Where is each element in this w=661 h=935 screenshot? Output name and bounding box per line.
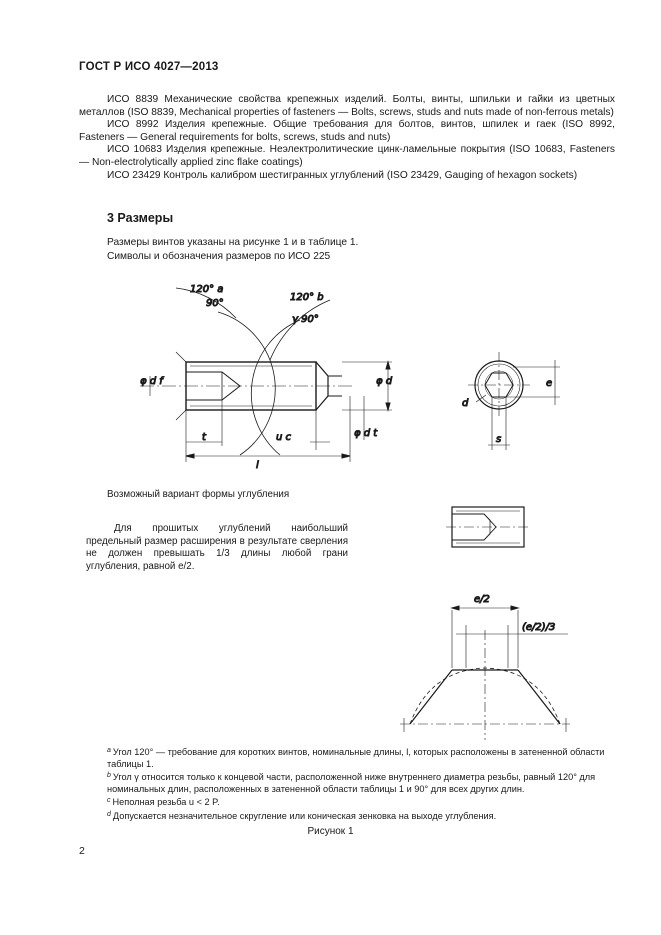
footnote-mark: a <box>107 747 111 754</box>
label-d: φ d <box>376 376 393 387</box>
document-header: ГОСТ Р ИСО 4027—2013 <box>79 61 219 73</box>
footnote <box>79 770 615 795</box>
footnote-text: Допускается незначительное скругление или коническая зенковка на выходе углубления. <box>112 810 497 821</box>
footnote <box>79 795 615 809</box>
label-angle-gamma: γ 90° <box>292 314 319 325</box>
label-e: e <box>546 378 553 389</box>
reference-item: ИСО 10683 Изделия крепежные. Нeэлектролитические цинк-ламельные покрытия (ISO 10683, Fasteners — Non-electrolytically applied zinc flake coatings) <box>79 144 615 168</box>
label-dt: φ d t <box>354 428 378 439</box>
footnote <box>79 809 615 823</box>
intro-line: Размеры винтов указаны на рисунке 1 и в таблице 1. <box>107 237 359 248</box>
label-s: s <box>496 434 502 445</box>
variant-caption: Возможный вариант формы углубления <box>107 489 290 500</box>
label-angle-90: 90° <box>206 298 224 309</box>
reference-item: ИСО 8839 Механические свойства крепежных изделий. Болты, винты, шпильки и гайки из цветных металлов (ISO 8839, Mechanical properties of fasteners — Bolts, screws, studs and nuts made of non-ferrous metals) <box>79 94 615 118</box>
footnote-mark: d <box>107 810 111 818</box>
screw-end-view <box>468 352 560 450</box>
note-text: Для прошитых углублений наибольший предельный размер расширения в результате сверления не должен превышать 1/3 длины любой грани углубления, равной e/2. <box>86 523 348 572</box>
label-e-third: (e/2)/3 <box>522 622 556 633</box>
label-angle-b: 120° b <box>290 292 324 303</box>
variant-view <box>446 507 530 547</box>
label-l: l <box>256 460 259 471</box>
figure-note <box>86 523 348 573</box>
label-d-note: d <box>462 398 469 409</box>
label-e-half: e/2 <box>474 594 490 605</box>
reference-item: ИСО 23429 Контроль калибром шестигранных углублений (ISO 23429, Gauging of hexagon sockets) <box>107 169 578 181</box>
label-df: φ d f <box>140 376 163 387</box>
label-t: t <box>202 432 206 443</box>
footnote-text: Угол γ относится только к концевой части, расположенной ниже внутреннего диаметра резьбы, равный 120° для номинальных длин, расположенных в затененной области таблицы 1 и 90° для всех других длин. <box>107 772 596 794</box>
label-u: u c <box>276 432 292 443</box>
footnote-text: Неполная резьба u < 2 P. <box>112 797 220 808</box>
footnote <box>79 745 615 770</box>
footnote-mark: c <box>107 797 111 805</box>
figure-caption: Рисунок 1 <box>307 826 354 837</box>
section-title: 3 Размеры <box>107 211 174 225</box>
footnote-text: Угол 120° — требование для коротких винтов, номинальные длины, l, которых расположены в затененной области таблицы 1. <box>107 747 605 769</box>
reference-item: ИСО 8992 Изделия крепежные. Общие требования для болтов, винтов, шпилек и гаек (ISO 8992, Fasteners — General requirements for bolts, screws, studs and nuts) <box>79 119 615 143</box>
footnotes <box>79 745 615 823</box>
page-number: 2 <box>79 845 85 857</box>
footnote-mark: b <box>107 772 111 780</box>
label-angle-a: 120° a <box>190 284 224 295</box>
intro-line: Символы и обозначения размеров по ИСО 225 <box>107 251 331 262</box>
